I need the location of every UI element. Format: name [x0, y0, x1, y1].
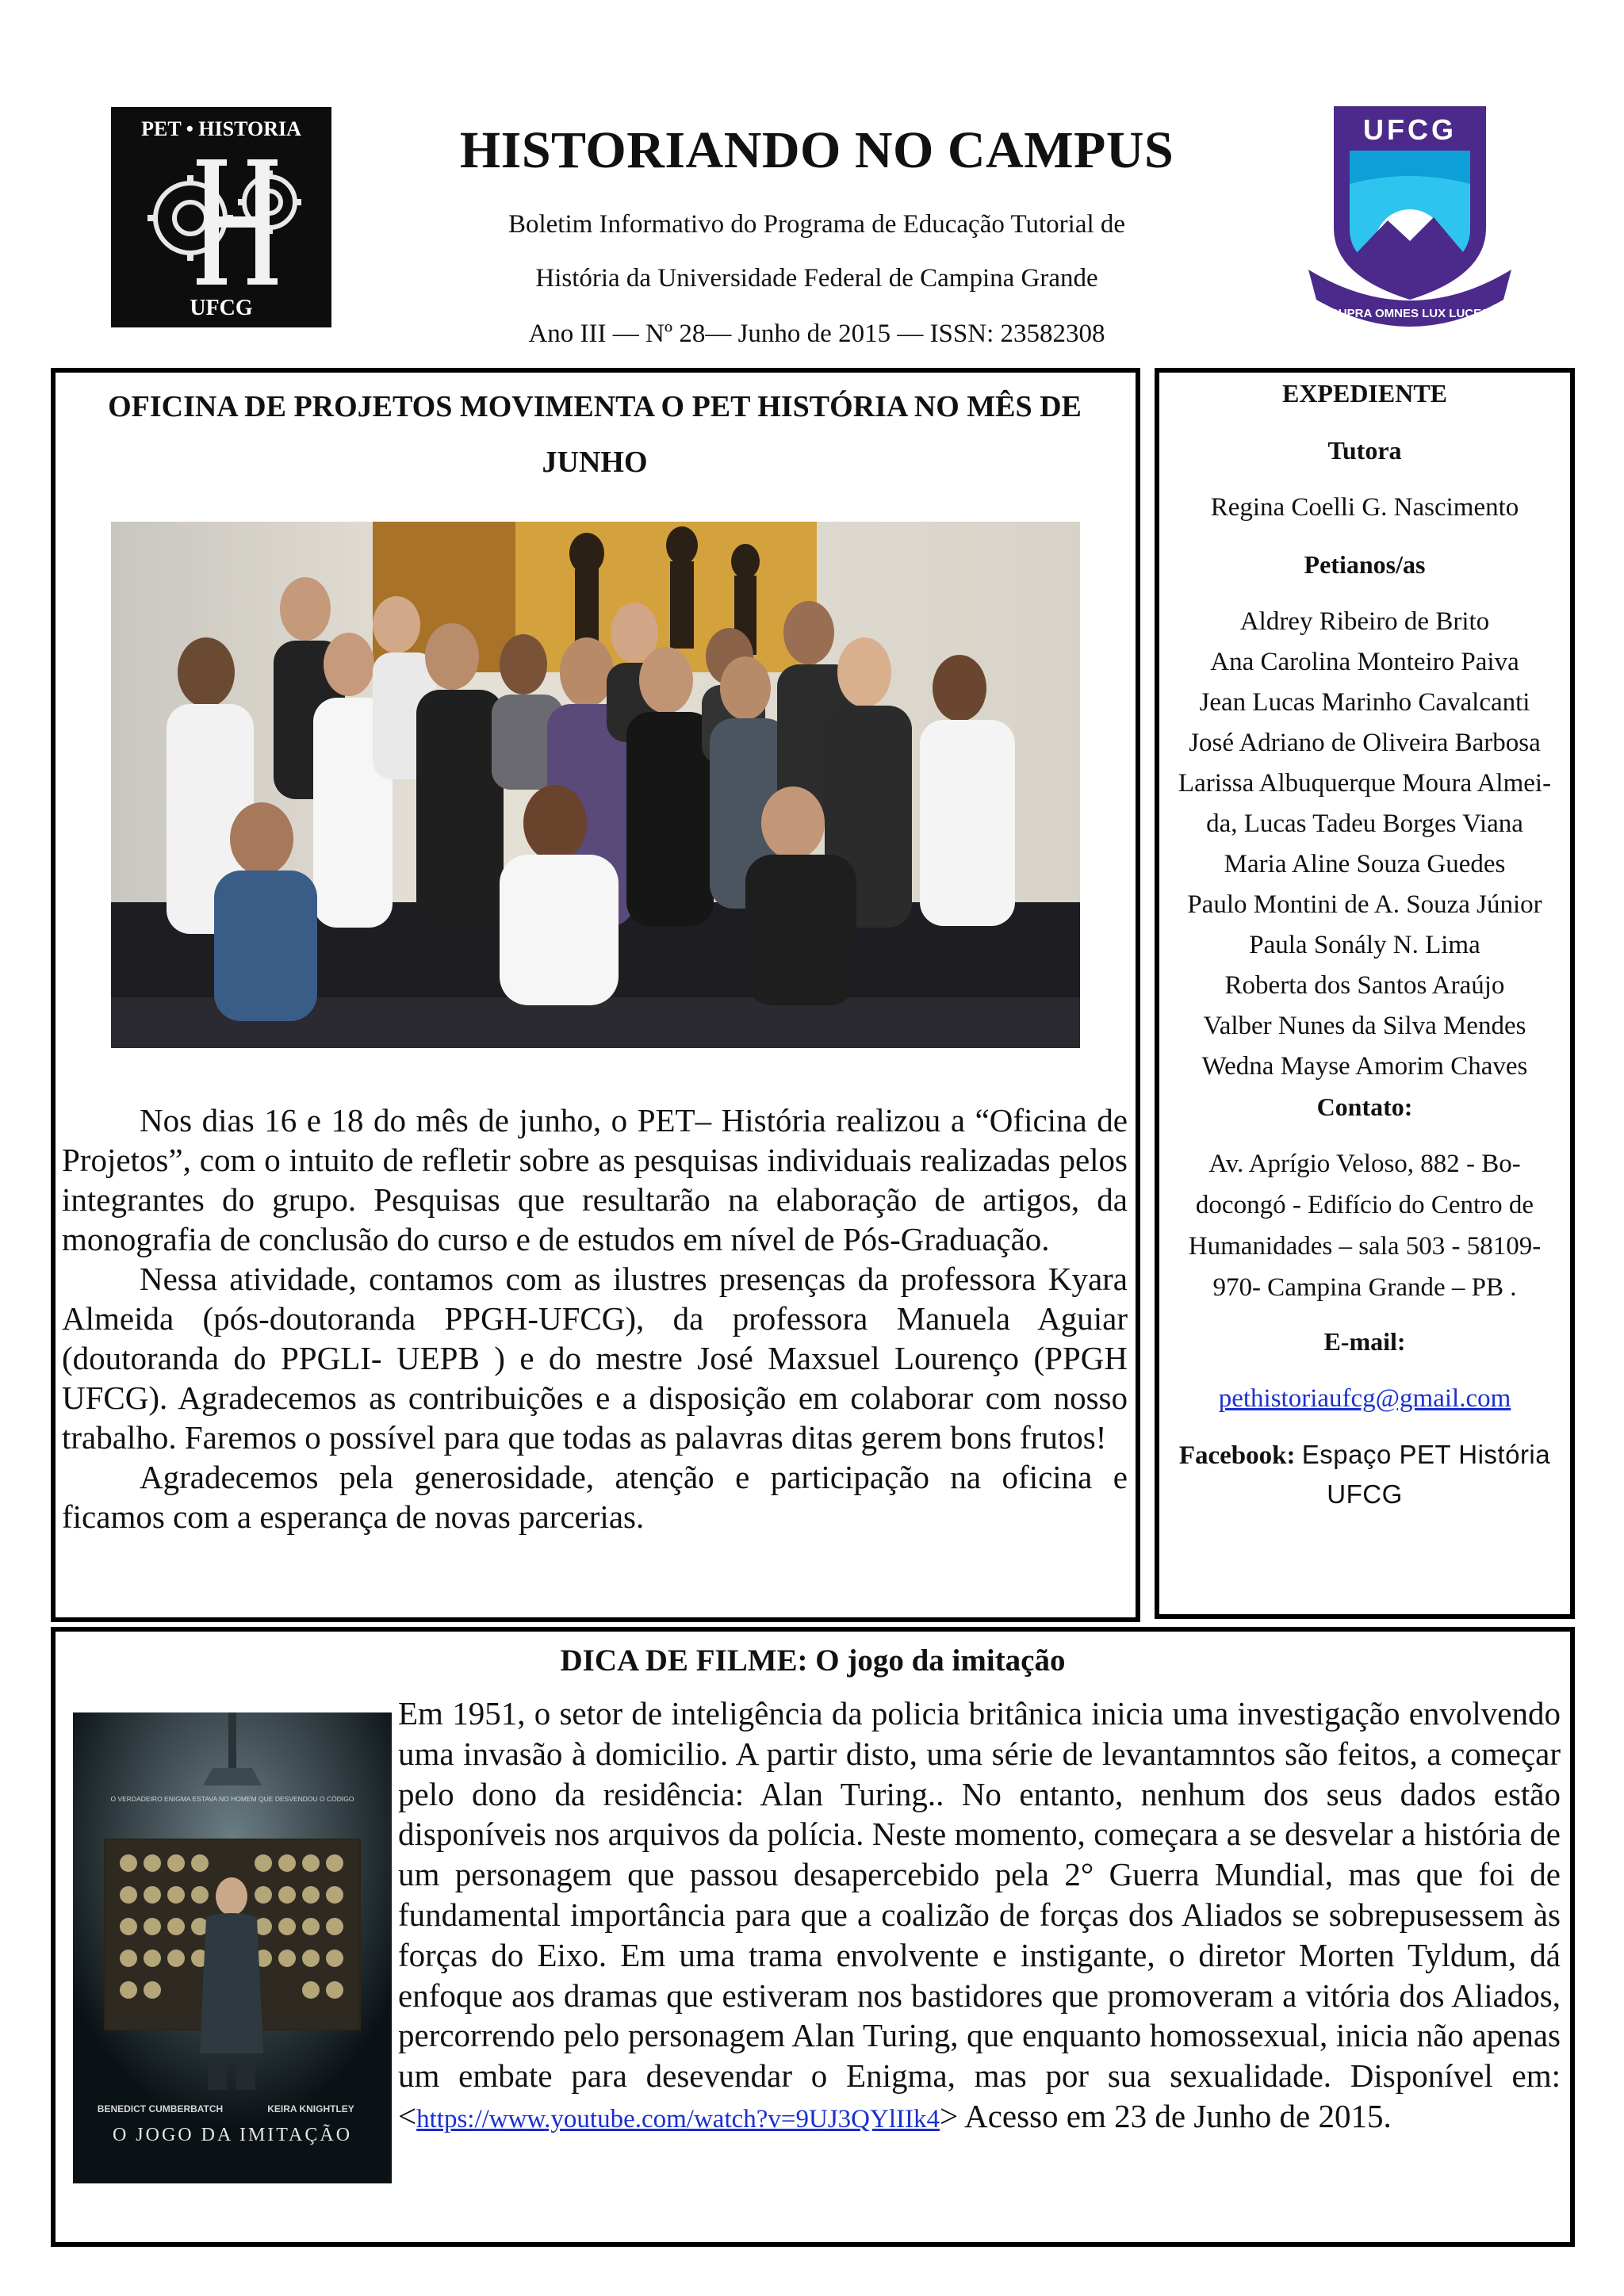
facebook-value-line2: UFCG: [1327, 1479, 1403, 1509]
issue-line: Ano III — Nº 28— Junho de 2015 — ISSN: 23582308: [528, 320, 1105, 348]
film-tip-text: [398, 1693, 1561, 2140]
petiano-item: Roberta dos Santos Araújo: [1224, 971, 1505, 1000]
address-line: docongó - Edifício do Centro de: [1195, 1191, 1534, 1219]
expediente-heading: EXPEDIENTE: [1281, 379, 1448, 408]
film-text-end: > Acesso em 23 de Junho de 2015.: [940, 2097, 1392, 2134]
group-photo: [111, 522, 1080, 1048]
article-paragraph-1: Nos dias 16 e 18 do mês de junho, o PET– História realizou a “Oficina de Projetos”, com o intuito de refletir sobre as pesquisas individuais realizadas pelos integrantes do grupo. Pesquisas que resultarão na elaboração de artigos, da monografia de conclusão do curso e de estudos em nível de Pós-Graduação.: [62, 1102, 1128, 1257]
petiano-item: Ana Carolina Monteiro Paiva: [1210, 648, 1519, 676]
svg-text:PET • HISTORIA: PET • HISTORIA: [141, 117, 301, 140]
tutora-heading: Tutora: [1327, 436, 1402, 465]
svg-text:BENEDICT CUMBERBATCH: BENEDICT CUMBERBATCH: [97, 2103, 224, 2114]
ufcg-crest-logo: [1300, 101, 1519, 341]
email-heading: E-mail:: [1323, 1327, 1406, 1356]
film-poster-image: [73, 1712, 392, 2183]
petiano-item: Wedna Mayse Amorim Chaves: [1201, 1052, 1528, 1081]
svg-text:UFCG: UFCG: [190, 296, 253, 320]
petiano-item: Maria Aline Souza Guedes: [1224, 850, 1506, 878]
newsletter-subtitle-line1: Boletim Informativo do Programa de Educação Tutorial de: [508, 210, 1126, 239]
article-paragraph-3: Agradecemos pela generosidade, atenção e participação na oficina e ficamos com a esperança de novas parcerias.: [62, 1459, 1128, 1535]
svg-text:O VERDADEIRO ENIGMA ESTAVA NO: O VERDADEIRO ENIGMA ESTAVA NO HOMEM QUE DESVENDOU O CÓDIGO: [110, 1795, 354, 1803]
facebook-line: [1159, 1440, 1570, 1471]
article-title: OFICINA DE PROJETOS MOVIMENTA O PET HISTÓRIA NO MÊS DE JUNHO: [108, 390, 1082, 479]
svg-text:UFCG: UFCG: [1363, 113, 1457, 146]
petiano-item: Paulo Montini de A. Souza Júnior: [1187, 890, 1542, 919]
petiano-item: Larissa Albuquerque Moura Almei-: [1178, 769, 1552, 798]
petiano-item: Aldrey Ribeiro de Brito: [1239, 607, 1490, 636]
facebook-label: Facebook:: [1178, 1441, 1296, 1470]
petiano-item: José Adriano de Oliveira Barbosa: [1189, 729, 1541, 757]
film-tip-title: DICA DE FILME: O jogo da imitação: [560, 1644, 1066, 1678]
email-link[interactable]: pethistoriaufcg@gmail.com: [1218, 1384, 1511, 1413]
svg-text:O JOGO DA IMITAÇÃO: O JOGO DA IMITAÇÃO: [112, 2125, 353, 2145]
newsletter-subtitle-line2: História da Universidade Federal de Campina Grande: [535, 264, 1098, 293]
facebook-value: Espaço PET História: [1301, 1440, 1551, 1469]
film-youtube-link[interactable]: https://www.youtube.com/watch?v=9UJ3QYlIIk4: [416, 2104, 940, 2133]
address-line: Av. Aprígio Veloso, 882 - Bo-: [1208, 1150, 1521, 1178]
petiano-item: da, Lucas Tadeu Borges Viana: [1206, 809, 1523, 838]
svg-text:SUPRA OMNES LUX LUCES: SUPRA OMNES LUX LUCES: [1330, 307, 1490, 320]
petiano-item: Jean Lucas Marinho Cavalcanti: [1199, 688, 1530, 717]
newsletter-title: HISTORIANDO NO CAMPUS: [459, 121, 1174, 179]
pet-historia-logo: [111, 107, 331, 327]
petianos-heading: Petianos/as: [1304, 550, 1426, 579]
petiano-item: Valber Nunes da Silva Mendes: [1203, 1012, 1526, 1040]
contato-heading: Contato:: [1316, 1093, 1413, 1121]
petiano-item: Paula Sonály N. Lima: [1249, 931, 1480, 959]
article-paragraph-2: Nessa atividade, contamos com as ilustres presenças da professora Kyara Almeida (pós-doutoranda PPGH-UFCG), da professora Manuela Aguiar (doutoranda do PPGLI- UEPB ) e do mestre José Maxsuel Lourenço (PPGH UFCG). Agradecemos as contribuições e a disposição em colaborar com nosso trabalho. Faremos o possível para que todas as palavras ditas gerem bons frutos!: [62, 1261, 1128, 1456]
tutora-name: Regina Coelli G. Nascimento: [1210, 493, 1519, 522]
address-line: 970- Campina Grande – PB .: [1212, 1273, 1517, 1302]
svg-text:KEIRA KNIGHTLEY: KEIRA KNIGHTLEY: [267, 2103, 354, 2114]
address-line: Humanidades – sala 503 - 58109-: [1188, 1232, 1542, 1261]
film-text-main: Em 1951, o setor de inteligência da policia britânica inicia uma investigação envolvendo uma invasão à domicilio. A partir disto, uma série de levantamntos são feitos, a começar pelo dono da residência: Alan Turing.. No entanto, nenhum dos seus dados estão disponíveis nos arquivos da polícia. Neste momento, começara a se desvelar a história de um personagem que passou desapercebido pela 2° Guerra Mundial, mas que foi de fundamental importância para que a coalizão de forças dos Aliados se sobrepusessem às forças do Eixo. Em uma trama envolvente e instigante, o diretor Morten Tyldum, dá enfoque aos dramas que estiveram nos bastidores que promoveram a vitória dos Aliados, percorrendo pelo personagem Alan Turing, que enquanto homossexual, inicia não apenas um embate para desevendar o Enigma, mas por sua sexualidade. Disponível em: <: [398, 1695, 1561, 2134]
